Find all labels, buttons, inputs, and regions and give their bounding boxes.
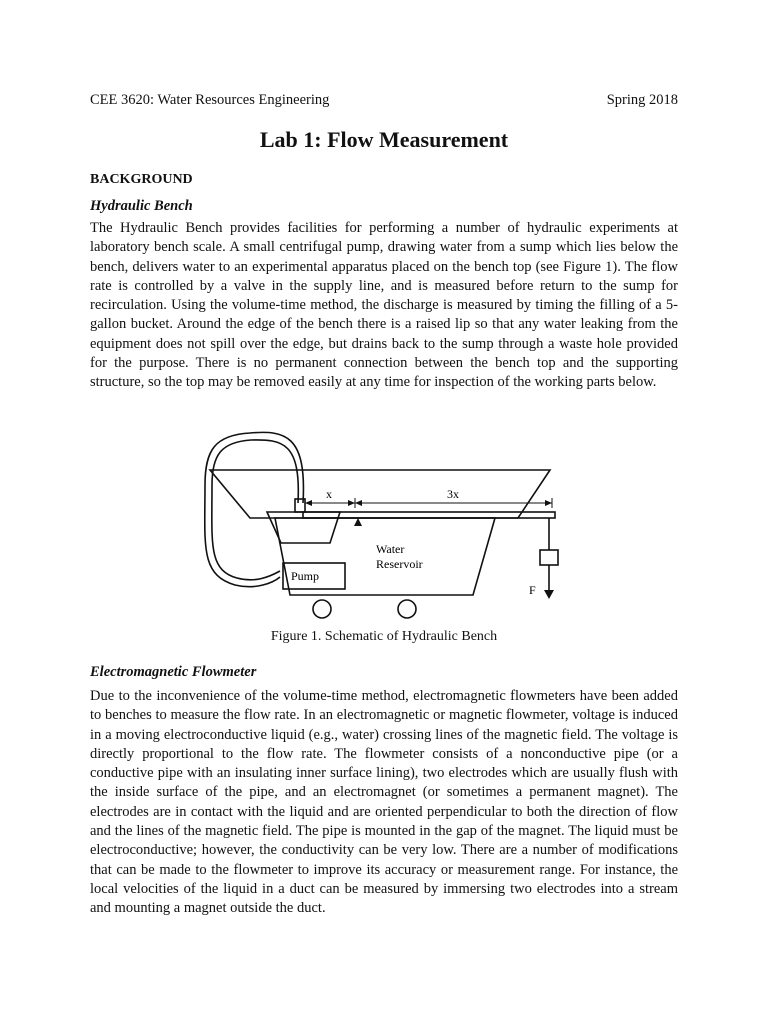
hydraulic-bench-schematic <box>195 425 575 625</box>
page-header <box>90 92 678 109</box>
label-3x: 3x <box>447 487 459 501</box>
label-force: F <box>529 583 536 597</box>
pivot-triangle <box>354 518 362 526</box>
subheading-hydraulic-bench: Hydraulic Bench <box>90 198 193 214</box>
page-title: Lab 1: Flow Measurement <box>259 127 509 152</box>
label-x: x <box>326 487 332 501</box>
paragraph-electromagnetic-flowmeter: Due to the inconvenience of the volume-time method, electromagnetic flowmeters have been added to benches to measure the flow rate. In an electromagnetic or magnetic flowmeter, voltage is induced in a moving electroconductive liquid (e.g., water) crossing lines of the magnetic field. The voltage is directly proportional to the flow rate. The flowmeter consists of a nonconductive pipe (or a conductive pipe with an insulating inner surface lining), two electrodes which are usually flush with the inside surface of the pipe, and an electromagnet (or sometimes a permanent magnet). The electrodes are in contact with the liquid and are oriented perpendicular to both the direction of flow and the lines of the magnetic field. The pipe is mounted in the gap of the magnet. The liquid must be electroconductive; however, the conductivity can be very low. There are a number of modifications that can be made to the flowmeter to improve its accuracy or measurement range. For instance, the local velocities of the liquid in a duct can be measured by immersing two electrodes into a stream and mounting a magnet outside the duct. <box>90 688 678 917</box>
section-heading-background: BACKGROUND <box>90 172 193 187</box>
label-reservoir: Reservoir <box>376 557 423 571</box>
course-name: CEE 3620: Water Resources Engineering <box>90 92 330 108</box>
subheading-electromagnetic-flowmeter: Electromagnetic Flowmeter <box>90 664 257 680</box>
paragraph-hydraulic-bench: The Hydraulic Bench provides facilities for performing a number of hydraulic experiments at laboratory bench scale. A small centrifugal pump, drawing water from a sump which lies below the bench, delivers water to an experimental apparatus placed on the bench top (see Figure 1). The flow rate is controlled by a valve in the supply line, and is measured before return to the sump for recirculation. Using the volume-time method, the discharge is measured by timing the filling of a 5-gallon bucket. Around the edge of the bench there is a raised lip so that any water leaking from the equipment does not spill over the edge, but drains back to the sump through a waste hole provided for the purpose. There is no permanent connection between the bench top and the supporting structure, so the top may be removed easily at any time for inspection of the working parts below. <box>90 220 678 391</box>
label-water: Water <box>376 542 405 556</box>
label-pump: Pump <box>291 569 320 583</box>
term: Spring 2018 <box>606 92 678 108</box>
figure-caption: Figure 1. Schematic of Hydraulic Bench <box>270 629 498 644</box>
